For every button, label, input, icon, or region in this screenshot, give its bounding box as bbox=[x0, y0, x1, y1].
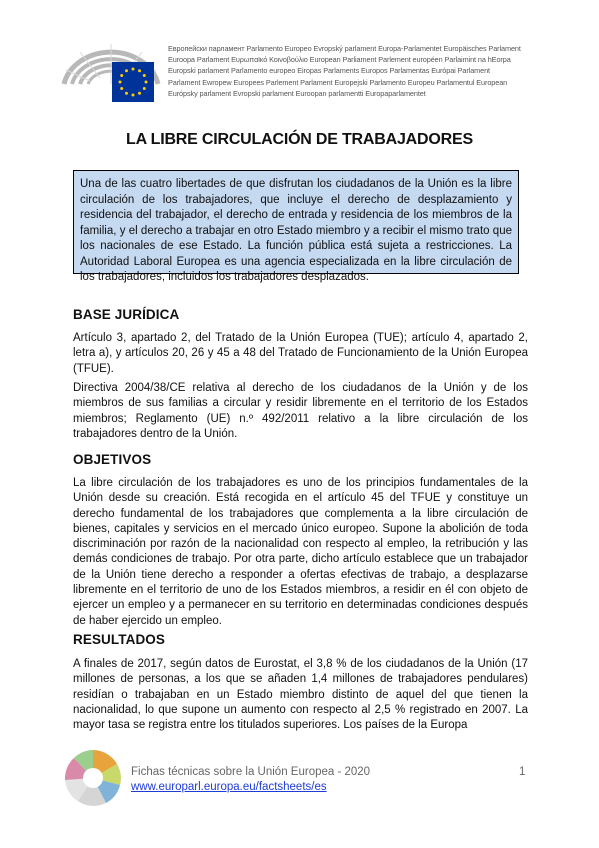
document-title: LA LIBRE CIRCULACIÓN DE TRABAJADORES bbox=[126, 131, 473, 148]
section-title-resultados: RESULTADOS bbox=[73, 632, 165, 647]
page-header bbox=[0, 0, 599, 110]
summary-box: Una de las cuatro libertades de que disfrutan los ciudadanos de la Unión es la libre circulación de los trabajadores, que incluye el derecho de desplazamiento y residencia del trabajador, el derecho de entrada y residencia de los miembros de la familia, y el derecho a trabajar en otro Estado miembro y a recibir el mismo trato que los nacionales de ese Estado. La función pública está sujeta a restricciones. La Autoridad Laboral Europea es una agencia especializada en la libre circulación de los trabajadores, incluidos los trabajadores desplazados. bbox=[73, 170, 519, 274]
parliament-names-line: Euroopa Parlament Ευρωπαϊκό Κοινοβούλιο European Parliament Parlement européen Parlaimint na hEorpa bbox=[168, 55, 511, 65]
paragraph-base-1: Artículo 3, apartado 2, del Tratado de la Unión Europea (TUE); artículo 4, apartado 2, letra a), y artículos 20, 26 y 45 a 48 del Tratado de Funcionamiento de la Unión Europea (TFUE). bbox=[73, 332, 528, 375]
european-parliament-logo bbox=[60, 38, 162, 104]
parliament-names-line: Európsky parlament Evropski parlament Euroopan parlamentti Europaparlamentet bbox=[168, 88, 426, 98]
parliament-names-line: Европейски парламент Parlamento Europeo Evropský parlament Europa-Parlamentet Europäisches Parlament bbox=[168, 44, 521, 53]
paragraph-resultados-1: A finales de 2017, según datos de Eurostat, el 3,8 % de los ciudadanos de la Unión (17 millones de personas, a los que se añaden 1,4 millones de trabajadores pendulares) residían o trabajaban en un Estado miembro distinto de aquel del que tienen la nacionalidad, lo que supone un aumento con respecto al 2,5 % registrado en 2007. La mayor tasa se registra entre los titulados superiores. Los países de la Europa bbox=[73, 658, 528, 732]
factsheets-link[interactable]: www.europarl.europa.eu/factsheets/es bbox=[131, 781, 327, 793]
parliament-names-line: Parlament Ewropew Europees Parlement Parlament Europejski Parlamento Europeu Parlamentul European bbox=[168, 77, 508, 87]
section-title-objetivos: OBJETIVOS bbox=[73, 452, 152, 467]
footer-text: Fichas técnicas sobre la Unión Europea - 2020 bbox=[131, 766, 371, 778]
paragraph-base-2: Directiva 2004/38/CE relativa al derecho de los ciudadanos de la Unión y de los miembros de sus familias a circular y residir libremente en el territorio de los Estados miembros; Reglamento (UE) n.º 492/2011 relativo a la libre circulación de los trabajadores dentro de la Unión. bbox=[73, 382, 528, 440]
page-number: 1 bbox=[519, 766, 526, 778]
parliament-names-multilingual bbox=[168, 43, 588, 99]
parliament-names-line: Europski parlament Parlamento europeo Eiropas Parlaments Europos Parlamentas Európai Parlament bbox=[168, 66, 490, 76]
paragraph-objetivos-1: La libre circulación de los trabajadores es uno de los principios fundamentales de la Unión desde su creación. Está recogida en el artículo 45 del TFUE y constituye un derecho fundamental de los trabajadores que complementa a la libre circulación de bienes, capitales y servicios en el mercado único europeo. Supone la abolición de toda discriminación por razón de la nacionalidad con respecto al empleo, la retribución y las demás condiciones de trabajo. Por otra parte, dicho artículo establece que un trabajador de la Unión tiene derecho a responder a ofertas efectivas de trabajo, a desplazarse libremente en el territorio de uno de los Estados miembros, a residir en él con objeto de ejercer un empleo y a permanecer en su territorio en determinadas condiciones después de haber ejercido un empleo. bbox=[73, 477, 528, 627]
section-title-base-juridica: BASE JURÍDICA bbox=[73, 307, 180, 322]
factsheets-logo bbox=[62, 747, 124, 809]
